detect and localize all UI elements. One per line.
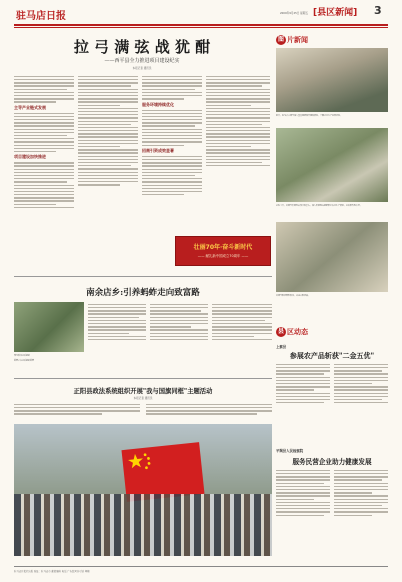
county-item-2-body-a (276, 468, 330, 560)
lead-subhead-4: 招商引资成效显著 (142, 147, 174, 153)
lead-title: 拉 弓 满 弦 战 犹 酣 (73, 38, 211, 56)
group-people (14, 494, 272, 556)
photo-news-image-1 (276, 48, 388, 112)
county-news (276, 326, 388, 562)
flag-stars-icon (127, 451, 159, 476)
bottom-article (14, 382, 272, 562)
flag-photo (14, 424, 272, 556)
section-label: [县区新闻] (313, 8, 358, 18)
photo-news (276, 32, 388, 322)
south-caption-2: 养殖户在查看蚂蚱养殖 (14, 360, 35, 362)
lead-column-1 (14, 74, 74, 270)
county-item-1-body-b (334, 362, 388, 440)
photo-news-image-2 (276, 128, 388, 202)
bottom-intro-2 (146, 402, 272, 422)
south-caption-1: 图为群众查看蚂蚱 (14, 355, 31, 357)
photo-news-heading (276, 34, 308, 46)
lead-subtitle: ——西平县全力推进项目建设纪实 (104, 58, 180, 64)
county-item-1-body-a (276, 362, 330, 440)
masthead-rule-thin (14, 27, 388, 28)
south-column-3 (212, 302, 272, 374)
section-divider-2 (14, 378, 272, 379)
lead-column-4 (206, 74, 270, 234)
county-item-1-headline: 参展农产品斩获"二金五优" (289, 351, 375, 360)
county-news-badge: 县 (277, 328, 284, 335)
footer-rule (14, 566, 388, 567)
lead-subhead-1: 主导产业链式发展 (14, 104, 46, 110)
footer-text: 驻马店日报社出版 地址：驻马店市 邮政编码 电话 广告经营许可证 印刷 (14, 570, 90, 573)
masthead-rule (14, 24, 388, 26)
photo-news-title: 片新闻 (287, 36, 308, 44)
south-feature (14, 280, 272, 376)
county-item-1-place: 上蔡县 (276, 345, 287, 349)
photo-news-caption-3: 县领导慰问困难群众，并送去慰问品。 (276, 295, 311, 297)
issue-meta: 2009年9月25日 星期五 (280, 12, 308, 15)
photo-news-badge: 图 (277, 36, 284, 43)
banner-headline: 壮丽70年·奋斗新时代 (193, 244, 253, 251)
county-news-heading (276, 326, 308, 338)
masthead (0, 0, 402, 27)
bottom-article-title: 正阳县政法系统组织开展"我与国旗同框"主题活动 (73, 388, 213, 395)
lead-byline: 本报记者 通讯员 (132, 67, 152, 70)
paper-name: 驻马店日报 (16, 11, 66, 22)
lead-column-2 (78, 74, 138, 270)
south-feature-photo (14, 302, 84, 352)
photo-news-caption-2: 9月17日，县领导带领有关部门负责人，深入田间地头调研秋季农业生产情况，查看秋作物长势。 (276, 205, 362, 207)
page-number: 3 (374, 4, 382, 17)
lead-subhead-2: 项目建设加快推进 (14, 154, 46, 160)
south-column-2 (150, 302, 208, 374)
bottom-article-byline: 本报记者 通讯员 (133, 397, 153, 400)
county-item-2-headline: 服务民营企业助力健康发展 (292, 458, 372, 466)
county-item-2-body-b (334, 468, 388, 560)
section-divider (14, 276, 272, 277)
national-flag (121, 442, 204, 502)
bottom-intro-1 (14, 402, 140, 422)
banner-tagline: —— 献礼新中国成立70周年 —— (197, 254, 249, 258)
county-item-2-place: 平舆县人民检察院 (276, 449, 304, 453)
photo-news-caption-1: 近日，驻马店市领导深入基层调研项目建设情况，了解企业生产经营状况。 (276, 115, 343, 117)
south-column-1 (88, 302, 146, 374)
south-feature-title: 南余店乡:引养蚂蚱走向致富路 (86, 288, 200, 298)
county-news-title: 区动态 (287, 328, 308, 336)
anniversary-banner (175, 236, 271, 266)
lead-subhead-3: 服务环境持续优化 (142, 101, 174, 107)
photo-news-image-3 (276, 222, 388, 292)
